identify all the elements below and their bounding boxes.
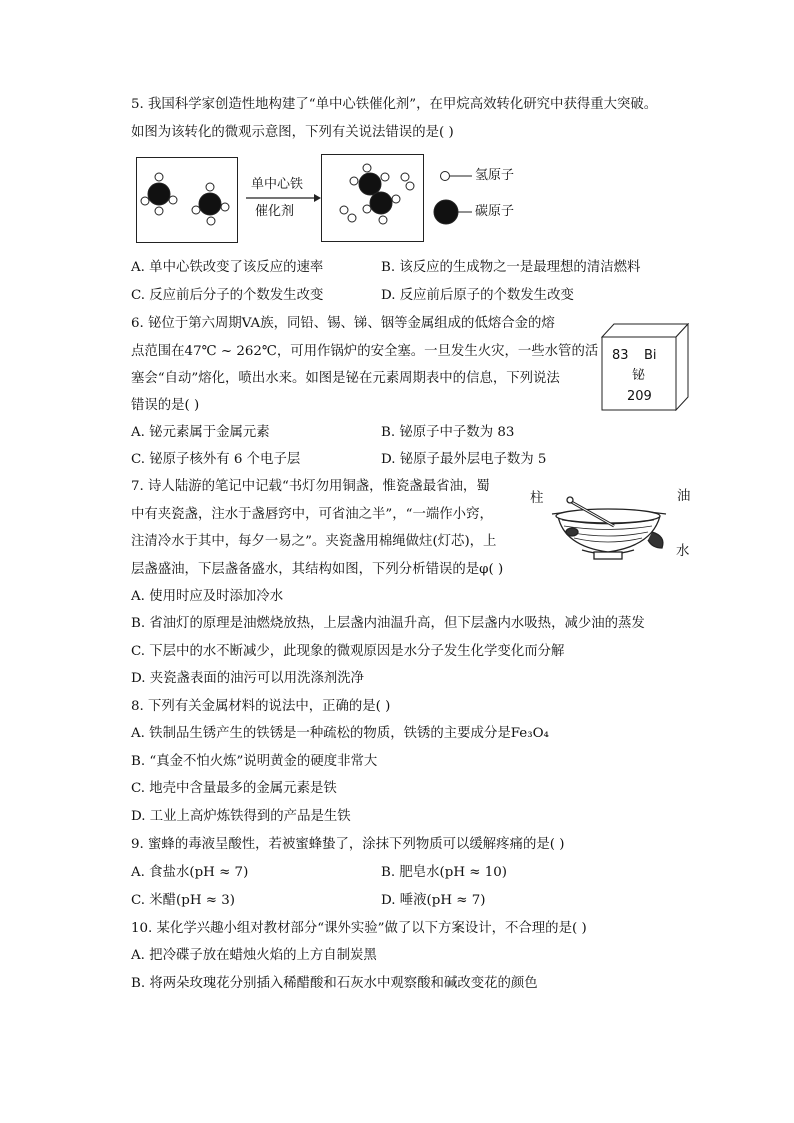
reaction-arrow-icon	[244, 193, 322, 203]
legend-carbon-label: 碳原子	[475, 204, 515, 219]
q8-option-d[interactable]: D. 工业上高炉炼铁得到的产品是生铁	[131, 809, 351, 824]
element-atomic-number: 83	[612, 348, 629, 363]
q5-arrow-label-top: 单中心铁	[251, 177, 304, 192]
q6-option-a[interactable]: A. 铋元素属于金属元素	[131, 425, 270, 440]
q7-stem-line2: 中有夹瓷盏，注水于盏唇窍中，可省油之半”，“一端作小窍，	[131, 507, 493, 522]
q9-stem: 9. 蜜蜂的毒液呈酸性，若被蜜蜂蛰了，涂抹下列物质可以缓解疼痛的是( )	[131, 837, 565, 852]
lamp-label-wick: 柱	[530, 491, 544, 506]
product-molecules-diagram	[322, 155, 423, 241]
q5-product-box	[321, 154, 424, 242]
q5-stem-line2: 如图为该转化的微观示意图，下列有关说法错误的是( )	[131, 125, 454, 140]
q6-stem-line4: 错误的是( )	[131, 398, 200, 413]
q5-stem-line1: 5. 我国科学家创造性地构建了“单中心铁催化剂”，在甲烷高效转化研究中获得重大突破。	[131, 97, 658, 112]
q9-option-c[interactable]: C. 米醋(pH ≈ 3)	[131, 893, 236, 908]
q9-option-a[interactable]: A. 食盐水(pH ≈ 7)	[131, 865, 249, 880]
q7-stem-line3: 注清冷水于其中，每夕一易之”。夹瓷盏用棉绳做炷(灯芯)，上	[131, 534, 497, 549]
q10-stem: 10. 某化学兴趣小组对教材部分“课外实验”做了以下方案设计，不合理的是( )	[131, 921, 587, 936]
legend-hydrogen-label: 氢原子	[475, 168, 515, 183]
lamp-label-water: 水	[676, 544, 690, 559]
element-name: 铋	[632, 368, 646, 383]
q5-option-d[interactable]: D. 反应前后原子的个数发生改变	[381, 288, 574, 303]
lamp-label-oil: 油	[677, 489, 691, 504]
q8-option-a[interactable]: A. 铁制品生锈产生的铁锈是一种疏松的物质，铁锈的主要成分是Fe₃O₄	[131, 726, 549, 741]
q8-option-b[interactable]: B. “真金不怕火炼”说明黄金的硬度非常大	[131, 754, 378, 769]
element-symbol: Bi	[644, 348, 657, 363]
q7-option-d[interactable]: D. 夹瓷盏表面的油污可以用洗涤剂洗净	[131, 671, 365, 686]
q5-option-a[interactable]: A. 单中心铁改变了该反应的速率	[131, 260, 324, 275]
q6-option-d[interactable]: D. 铋原子最外层电子数为 5	[381, 452, 547, 467]
hydrogen-legend-icon	[438, 168, 474, 184]
q5-option-b[interactable]: B. 该反应的生成物之一是最理想的清洁燃料	[381, 260, 641, 275]
q5-arrow-label-bottom: 催化剂	[255, 204, 295, 219]
q10-option-b[interactable]: B. 将两朵玫瑰花分别插入稀醋酸和石灰水中观察酸和碱改变花的颜色	[131, 976, 538, 991]
q5-option-c[interactable]: C. 反应前后分子的个数发生改变	[131, 288, 324, 303]
q7-option-a[interactable]: A. 使用时应及时添加冷水	[131, 589, 284, 604]
q6-option-b[interactable]: B. 铋原子中子数为 83	[381, 425, 515, 440]
q8-stem: 8. 下列有关金属材料的说法中，正确的是( )	[131, 699, 391, 714]
methane-molecules-diagram	[137, 158, 237, 242]
carbon-legend-icon	[432, 198, 472, 226]
q9-option-b[interactable]: B. 肥皂水(pH ≈ 10)	[381, 865, 507, 880]
q9-option-d[interactable]: D. 唾液(pH ≈ 7)	[381, 893, 486, 908]
q6-stem-line1: 6. 铋位于第六周期VA族，同铅、锡、锑、铟等金属组成的低熔合金的熔	[131, 316, 555, 331]
q6-option-c[interactable]: C. 铋原子核外有 6 个电子层	[131, 452, 301, 467]
q10-option-a[interactable]: A. 把冷碟子放在蜡烛火焰的上方自制炭黑	[131, 948, 377, 963]
q7-option-c[interactable]: C. 下层中的水不断减少，此现象的微观原因是水分子发生化学变化而分解	[131, 644, 565, 659]
q7-stem-line1: 7. 诗人陆游的笔记中记载“书灯勿用铜盏，惟瓷盏最省油，蜀	[131, 479, 490, 494]
q8-option-c[interactable]: C. 地壳中含量最多的金属元素是铁	[131, 781, 337, 796]
q5-reactant-box	[136, 157, 238, 243]
q6-stem-line3: 塞会“自动”熔化，喷出水来。如图是铋在元素周期表中的信息，下列说法	[131, 371, 560, 386]
q6-stem-line2: 点范围在47℃ ~ 262℃，可用作锅炉的安全塞。一旦发生火灾，一些水管的活	[131, 344, 599, 359]
oil-lamp-illustration	[548, 486, 678, 566]
q7-stem-line4: 层盏盛油，下层盏备盛水，其结构如图，下列分析错误的是φ( )	[131, 562, 504, 577]
element-atomic-mass: 209	[627, 389, 652, 404]
q7-option-b[interactable]: B. 省油灯的原理是油燃烧放热，上层盏内油温升高，但下层盏内水吸热，减少油的蒸发	[131, 616, 645, 631]
